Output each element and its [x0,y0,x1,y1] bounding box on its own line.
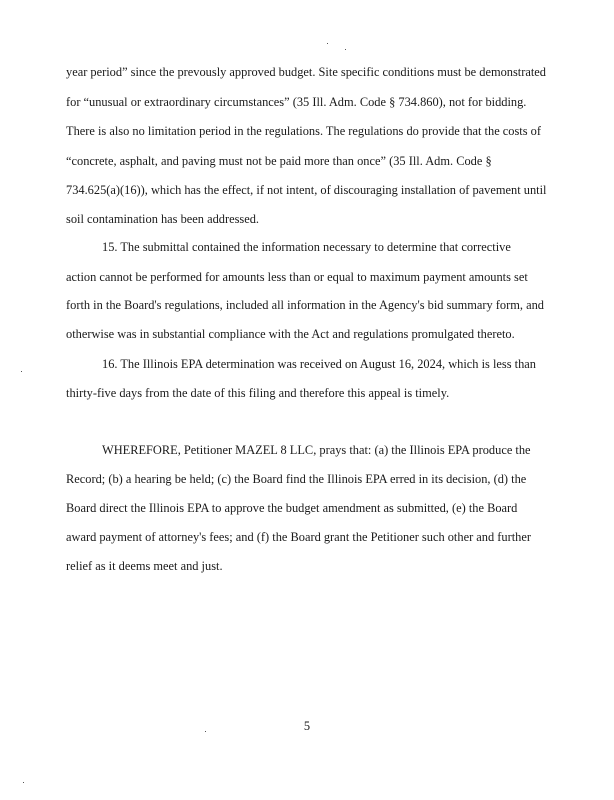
wherefore-line-2: Record; (b) a hearing be held; (c) the Board find the Illinois EPA erred in its decision, (d) the [66,472,527,486]
paragraph-line-3: There is also no limitation period in the regulations. The regulations do provide that the costs of [66,124,541,138]
paragraph-16-line-1: 16. The Illinois EPA determination was received on August 16, 2024, which is less than [102,357,536,371]
paragraph-15-line-1: 15. The submittal contained the information necessary to determine that corrective [102,240,511,254]
wherefore-line-5: relief as it deems meet and just. [66,559,223,573]
paragraph-line-5: 734.625(a)(16)), which has the effect, if not intent, of discouraging installation of pavement until [66,183,547,197]
paragraph-15-line-3: forth in the Board's regulations, included all information in the Agency's bid summary form, and [66,298,544,312]
paragraph-line-6: soil contamination has been addressed. [66,212,260,226]
paragraph-15-line-2: action cannot be performed for amounts less than or equal to maximum payment amounts set [66,270,528,284]
scan-speck [23,782,24,783]
scan-speck [345,49,346,50]
scan-speck [327,43,328,44]
paragraph-line-1: year period” since the prevously approved budget. Site specific conditions must be demonstrated [66,65,547,79]
page-number: 5 [303,719,311,733]
paragraph-line-2: for “unusual or extraordinary circumstances” (35 Ill. Adm. Code § 734.860), not for bidding. [66,95,527,109]
wherefore-line-1: WHEREFORE, Petitioner MAZEL 8 LLC, prays that: (a) the Illinois EPA produce the [102,443,531,457]
wherefore-line-3: Board direct the Illinois EPA to approve the budget amendment as submitted, (e) the Board [66,501,518,515]
wherefore-line-4: award payment of attorney's fees; and (f) the Board grant the Petitioner such other and further [66,530,531,544]
scan-speck [205,731,206,732]
paragraph-16-line-2: thirty-five days from the date of this filing and therefore this appeal is timely. [66,386,450,400]
paragraph-line-4: “concrete, asphalt, and paving must not be paid more than once” (35 Ill. Adm. Code § [66,154,492,168]
paragraph-15-line-4: otherwise was in substantial compliance with the Act and regulations promulgated thereto. [66,327,515,341]
scan-speck [21,371,22,372]
